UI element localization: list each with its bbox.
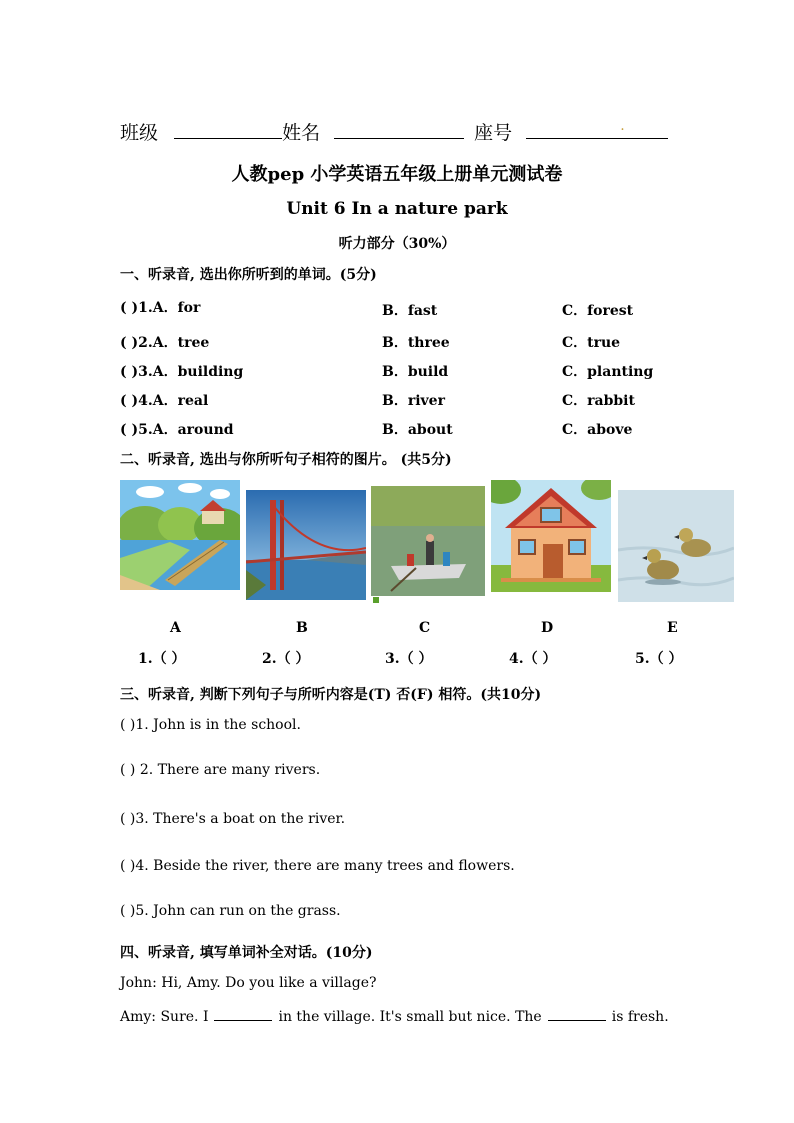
golden-gate-bridge-photo-icon <box>246 490 366 600</box>
picture-e <box>618 490 734 602</box>
list-item: ( )5.A．around <box>120 422 234 438</box>
village-bridge-illustration-icon <box>120 480 240 590</box>
boat-on-river-photo-icon <box>371 486 485 604</box>
listening-part: 听力部分（30%） <box>338 236 456 252</box>
seat-label: 座号 <box>474 122 513 144</box>
list-item: ( )2.A．tree <box>120 335 210 351</box>
picture-label-c: C <box>419 620 431 636</box>
picture-b <box>246 490 366 600</box>
section2-heading: 二、听录音, 选出与你所听句子相符的图片。 (共5分) <box>120 452 452 468</box>
answer-blank-4[interactable]: 4.（ ） <box>509 651 557 667</box>
name-blank[interactable] <box>334 120 464 139</box>
list-item: ( )4. Beside the river, there are many trees and flowers. <box>120 858 515 874</box>
dot-mark: . <box>620 118 625 134</box>
list-item: C．above <box>562 422 633 438</box>
answer-blank-3[interactable]: 3.（ ） <box>385 651 433 667</box>
list-item: ( )3.A．building <box>120 364 244 380</box>
list-item: ( )3. There's a boat on the river. <box>120 811 346 827</box>
seat-blank[interactable] <box>526 120 668 139</box>
picture-label-b: B <box>296 620 308 636</box>
section4-heading: 四、听录音, 填写单词补全对话。(10分) <box>120 945 373 961</box>
list-item: C．planting <box>562 364 654 380</box>
house-illustration-icon <box>491 480 611 592</box>
answer-blank-5[interactable]: 5.（ ） <box>635 651 683 667</box>
dialogue-line-1: John: Hi, Amy. Do you like a village? <box>120 975 377 991</box>
picture-label-a: A <box>170 620 181 636</box>
list-item: ( )1. John is in the school. <box>120 717 301 733</box>
list-item: ( )4.A．real <box>120 393 209 409</box>
header-line <box>120 118 668 145</box>
ducklings-on-water-photo-icon <box>618 490 734 602</box>
dialogue-line-2-part-c: is fresh. <box>611 1009 669 1025</box>
list-item: C．rabbit <box>562 393 635 409</box>
unit-title: Unit 6 In a nature park <box>286 199 508 219</box>
dialogue-line-2 <box>120 1006 669 1025</box>
list-item: ( )1.A．for <box>120 300 201 316</box>
picture-d <box>491 480 611 592</box>
picture-label-d: D <box>541 620 554 636</box>
list-item: ( ) 2. There are many rivers. <box>120 762 321 778</box>
section1-heading: 一、听录音, 选出你所听到的单词。(5分) <box>120 267 377 283</box>
list-item: B．three <box>382 335 450 351</box>
picture-a <box>120 480 240 590</box>
fill-blank-1[interactable] <box>214 1006 272 1021</box>
class-label: 班级 <box>120 122 159 144</box>
picture-label-e: E <box>667 620 678 636</box>
list-item: C．true <box>562 335 621 351</box>
list-item: ( )5. John can run on the grass. <box>120 903 341 919</box>
list-item: B．fast <box>382 303 438 319</box>
list-item: B．build <box>382 364 449 380</box>
class-blank[interactable] <box>174 120 282 139</box>
page-title: 人教pep 小学英语五年级上册单元测试卷 <box>231 164 563 185</box>
dialogue-line-2-part-a: Amy: Sure. I <box>120 1009 209 1025</box>
fill-blank-2[interactable] <box>548 1006 606 1021</box>
section3-heading: 三、听录音, 判断下列句子与所听内容是(T) 否(F) 相符。(共10分) <box>120 687 542 703</box>
answer-blank-2[interactable]: 2.（ ） <box>262 651 310 667</box>
list-item: B．river <box>382 393 445 409</box>
name-label: 姓名 <box>282 122 321 144</box>
list-item: B．about <box>382 422 453 438</box>
answer-blank-1[interactable]: 1.（ ） <box>138 651 186 667</box>
picture-c <box>371 486 485 604</box>
dialogue-line-2-part-b: in the village. It's small but nice. The <box>278 1009 542 1025</box>
list-item: C．forest <box>562 303 634 319</box>
